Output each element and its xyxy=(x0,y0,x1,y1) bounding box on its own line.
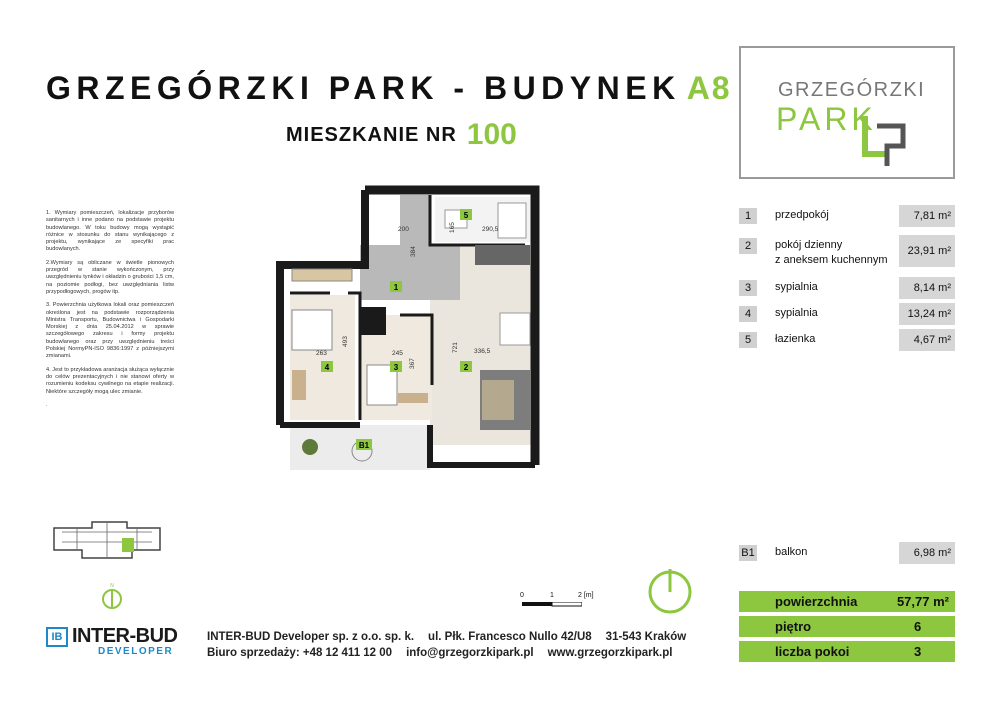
plant xyxy=(302,439,318,455)
title-text: GRZEGÓRZKI PARK - BUDYNEK xyxy=(46,70,681,106)
floor-plan xyxy=(270,185,545,475)
room-area-unit: m² xyxy=(938,210,951,222)
note-3: 3. Powierzchnia użytkowa lokali oraz pomieszczeń określona jest na podstawie rozporządzenia Ministra Transportu, Budownictwa i Gospodarki Morskiej z dnia 25.04.2012 w sprawie szczegółowego zakresu i formy projektu budowlanego oraz przy uwzględnieniu treści Polskiej NormyPN-ISO 9836:1997 z późniejszymi zmianami. xyxy=(46,302,174,360)
dim-384: 384 xyxy=(410,246,417,257)
room-row xyxy=(739,329,955,359)
summary-floor-label: piętro xyxy=(775,619,812,634)
note-2: 2.Wymiary są obliczane w świetle pionowych przegród w stanie wykończonym, przy uwzględnieniu tynków i okładzin o grubości 1,5 cm, na poziomie podłogi, bez uwzględniania listw przypodłogowych, progów itp. xyxy=(46,259,174,295)
logo-mark-icon xyxy=(859,112,919,170)
room-area xyxy=(899,205,955,227)
coffee-table xyxy=(482,380,514,420)
room-label-4: 4 xyxy=(324,363,330,372)
room-area-value: 8,14 xyxy=(913,282,936,294)
company-city: 31-543 Kraków xyxy=(605,631,687,643)
room-area-unit: m² xyxy=(938,308,951,320)
scale-bar-graphic xyxy=(522,602,582,608)
room-name xyxy=(775,238,888,268)
scale-tick-1: 1 xyxy=(550,592,554,599)
note-5: . xyxy=(46,401,48,408)
room-name: sypialnia xyxy=(775,307,818,319)
room-area-unit: m² xyxy=(938,245,951,257)
email-link[interactable]: info@grzegorzkipark.pl xyxy=(406,647,534,659)
room-row xyxy=(739,205,955,235)
balcony-name: balkon xyxy=(775,546,808,558)
shower xyxy=(498,203,526,238)
balcony-number: B1 xyxy=(739,545,757,561)
apartment-label: MIESZKANIE NR xyxy=(286,124,457,146)
summary-rooms xyxy=(739,641,955,662)
ib-brand-name: INTER-BUD xyxy=(72,625,178,647)
room-area xyxy=(899,303,955,325)
note-1: 1. Wymiary pomieszczeń, lokalizacje przyborów sanitarnych i inne podano na podstawie projektu budowlanego. W toku budowy mogą wystąpić różnice w stosunku do stanu wynikającego z projektu, wynikające ze specyfiki prac budowlanych. xyxy=(46,210,174,253)
dim-721: 721 xyxy=(452,342,459,353)
dim-493: 493 xyxy=(342,336,349,347)
dim-245: 245 xyxy=(392,350,403,357)
logo-top-text: GRZEGÓRZKI xyxy=(778,79,926,101)
summary-rooms-value: 3 xyxy=(914,644,922,659)
dim-165: 165 xyxy=(449,222,456,233)
room-number: 1 xyxy=(739,208,757,224)
page-title xyxy=(46,70,732,107)
room-area xyxy=(899,235,955,267)
website-link[interactable]: www.grzegorzkipark.pl xyxy=(547,647,673,659)
room-name-line1: pokój dzienny xyxy=(775,239,843,251)
grzegorzki-park-logo xyxy=(739,46,955,179)
contact-info xyxy=(207,629,700,661)
summary-area xyxy=(739,591,955,612)
dim-290-5: 290,5 xyxy=(482,226,499,233)
room-label-1: 1 xyxy=(393,283,399,292)
room-label-b1: B1 xyxy=(358,441,370,450)
apartment-heading xyxy=(286,115,517,149)
room-number: 4 xyxy=(739,306,757,322)
room-label-3: 3 xyxy=(393,363,399,372)
summary-floor-value: 6 xyxy=(914,619,922,634)
dim-263: 263 xyxy=(316,350,327,357)
balcony-row xyxy=(739,542,955,572)
room-name: sypialnia xyxy=(775,281,818,293)
room-number: 3 xyxy=(739,280,757,296)
room-area-value: 7,81 xyxy=(913,210,936,222)
room-area xyxy=(899,329,955,351)
room-number: 5 xyxy=(739,332,757,348)
dining-table xyxy=(500,313,530,345)
desk-3 xyxy=(398,393,428,403)
key-plan-highlight xyxy=(122,538,134,552)
summary-rooms-label: liczba pokoi xyxy=(775,644,850,659)
note-4: 4. Jest to przykładowa aranżacja służąca wyłącznie do celów prezentacyjnych i nie stanowi oferty w rozumieniu kodeksu cywilnego na etapie realizacji. Niektóre szczegóły mogą ulec zmianie. xyxy=(46,366,174,395)
hallway-floor-north xyxy=(400,195,430,255)
ib-badge-icon: IB xyxy=(46,627,68,647)
apartment-number: 100 xyxy=(466,118,517,151)
room-row xyxy=(739,235,955,271)
ib-developer-text: DEVELOPER xyxy=(98,646,174,657)
room-area-value: 13,24 xyxy=(907,308,936,320)
kitchen-counter xyxy=(475,245,530,265)
building-code: A8 xyxy=(686,70,732,106)
room-number: 2 xyxy=(739,238,757,254)
summary-floor xyxy=(739,616,955,637)
bed-4 xyxy=(292,310,332,350)
wardrobe xyxy=(292,269,352,281)
balcony-area-unit: m² xyxy=(938,547,951,559)
balcony-area-value: 6,98 xyxy=(913,547,936,559)
room-label-5: 5 xyxy=(463,211,469,220)
sales-office-phone: Biuro sprzedaży: +48 12 411 12 00 xyxy=(207,647,393,659)
room-area-value: 4,67 xyxy=(913,334,936,346)
room-name: łazienka xyxy=(775,333,816,345)
dim-200: 200 xyxy=(398,226,409,233)
company-address: ul. Płk. Francesco Nullo 42/U8 xyxy=(428,631,592,643)
room-area-unit: m² xyxy=(938,334,951,346)
key-plan xyxy=(52,520,162,562)
dim-336-5: 336,5 xyxy=(474,348,491,355)
shaft xyxy=(360,307,386,335)
north-label: N xyxy=(110,583,114,589)
company-name: INTER-BUD Developer sp. z o.o. sp. k. xyxy=(207,631,415,643)
desk-4 xyxy=(292,370,306,400)
room-area-value: 23,91 xyxy=(907,245,936,257)
north-arrow-icon xyxy=(100,582,124,610)
notes xyxy=(46,210,174,415)
room-area xyxy=(899,277,955,299)
scale-tick-0: 0 xyxy=(520,592,524,599)
summary-area-label: powierzchnia xyxy=(775,594,858,609)
room-name-line2: z aneksem kuchennym xyxy=(775,254,888,266)
room-area-unit: m² xyxy=(938,282,951,294)
sun-orientation-icon xyxy=(645,567,695,617)
logo-park-text: PARK xyxy=(776,101,877,137)
room-label-2: 2 xyxy=(463,363,469,372)
balcony-area xyxy=(899,542,955,564)
summary-area-value: 57,77 m² xyxy=(896,594,949,609)
dim-367: 367 xyxy=(409,358,416,369)
scale-tick-2: 2 [m] xyxy=(578,592,594,599)
room-name: przedpokój xyxy=(775,209,829,221)
